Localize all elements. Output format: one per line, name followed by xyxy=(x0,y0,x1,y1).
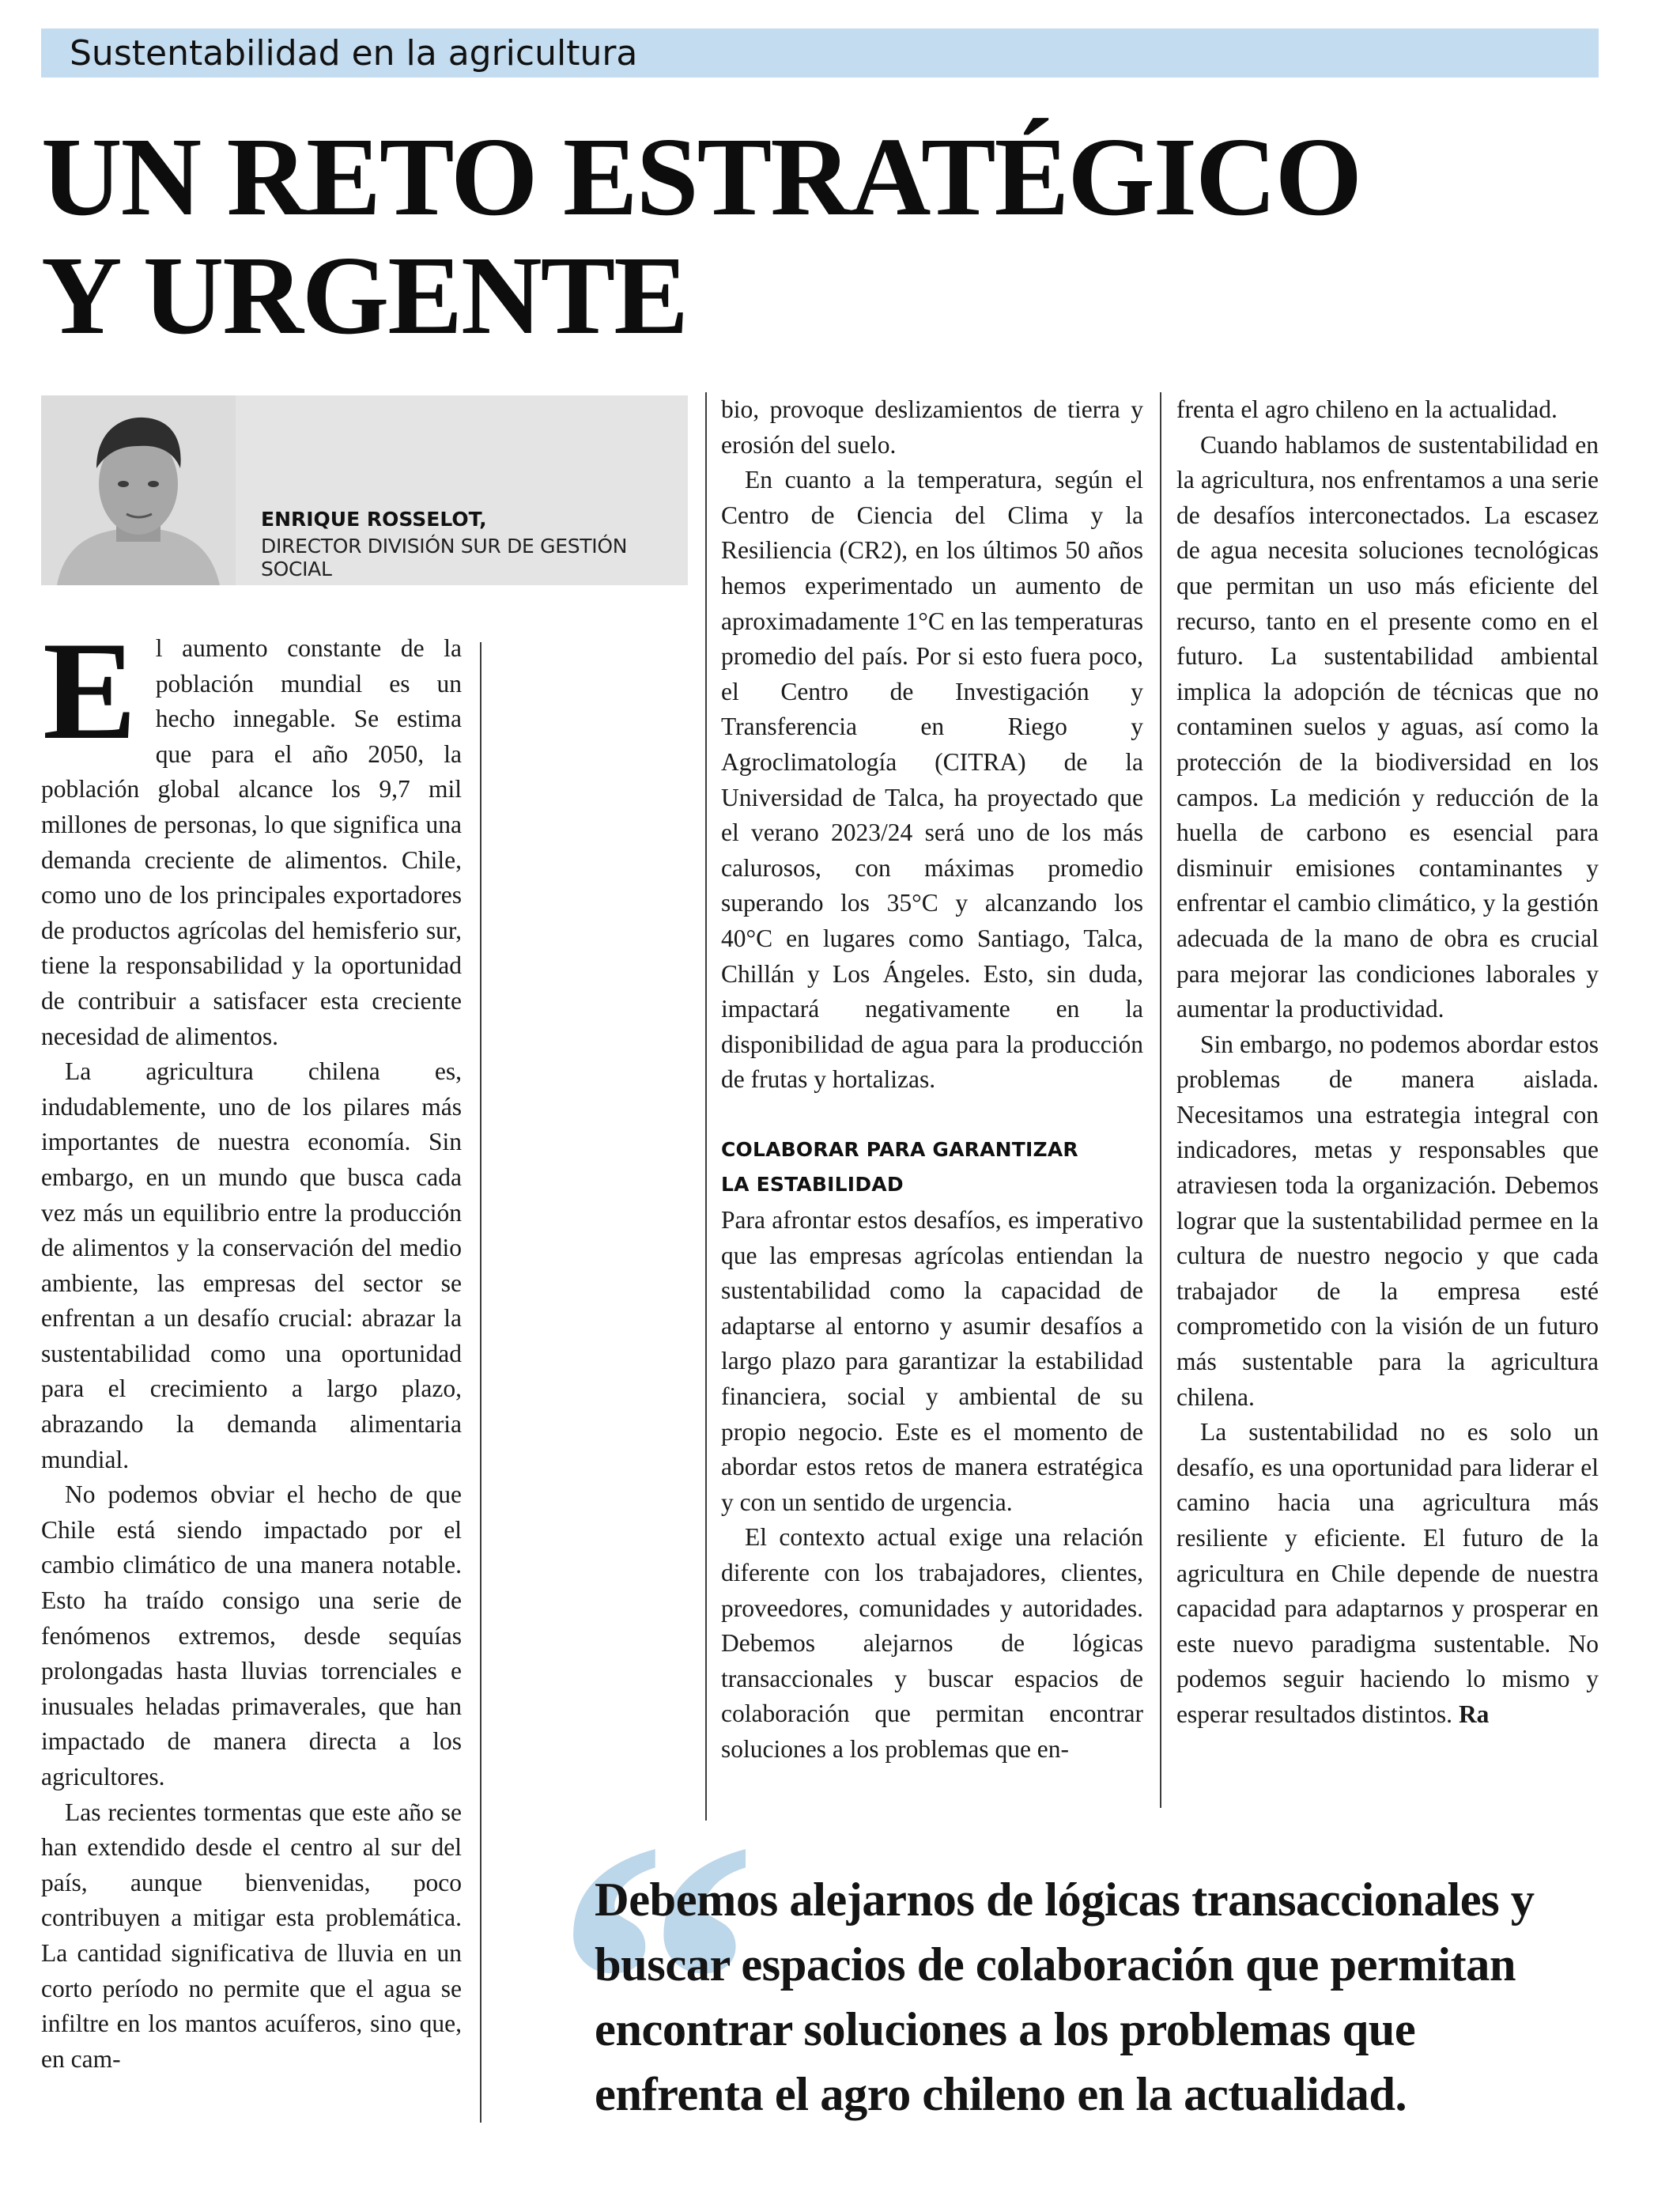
subheading-line-2: LA ESTABILIDAD xyxy=(721,1173,904,1197)
article-column-2 xyxy=(721,392,1143,1817)
author-role: DIRECTOR DIVISIÓN SUR DE GESTIÓN SOCIAL xyxy=(261,535,628,580)
paragraph: Cuando hablamos de sustentabilidad en la agricultura, nos enfrentamos a una serie de desafíos interconectados. La escasez de agua necesita soluciones tecnológicas que permitan un uso más eficiente del recurso, tanto en el presente como en el futuro. La sustentabilidad ambiental implica la adopción de técnicas que no contaminen suelos y aguas, así como la protección de la biodiversidad en los campos. La medición y reducción de la huella de carbono es esencial para disminuir emisiones contaminantes y enfrentar el cambio climático, y la gestión adecuada de la mano de obra es crucial para mejorar las condiciones laborales y aumentar la productividad. xyxy=(1176,430,1599,1023)
headline xyxy=(41,114,1361,357)
headline-line-1: UN RETO ESTRATÉGICO xyxy=(41,114,1361,239)
paragraph: La agricultura chilena es, indudablemente, uno de los pilares más importantes de nuestra economía. Sin embargo, en un mundo que busca cada vez más un equilibrio entre la producción de alimentos y la conservación del medio ambiente, las empresas del sector se enfrentan a un desafío crucial: abrazar la sustentabilidad como una oportunidad para el crecimiento a largo plazo, abrazando la demanda alimentaria mundial. xyxy=(41,1057,462,1473)
section-title: Sustentabilidad en la agricultura xyxy=(70,33,638,74)
paragraph: l aumento constante de la población mundial es un hecho innegable. Se estima que para el año 2050, la población global alcance los 9,7 mil millones de personas, lo que significa una demanda creciente de alimentos. Chile, como uno de los principales exportadores de productos agrícolas del hemisferio sur, tiene la responsabilidad y la oportunidad de contribuir a satisfacer esta creciente necesidad de alimentos. xyxy=(41,634,462,1050)
column-divider-3 xyxy=(1160,392,1161,1808)
author-box xyxy=(41,395,688,585)
paragraph: Las recientes tormentas que este año se han extendido desde el centro al sur del país, aunque bienvenidas, poco contribuyen a mitigar esta problemática. La cantidad significativa de lluvia en un corto período no permite que el agua se infiltre en los mantos acuíferos, sino que, en cam- xyxy=(41,1798,462,2073)
author-name: ENRIQUE ROSSELOT, xyxy=(261,508,487,531)
author-signoff: Ra xyxy=(1458,1700,1490,1728)
paragraph: frenta el agro chileno en la actualidad. xyxy=(1176,395,1558,423)
section-bar xyxy=(41,28,1599,78)
pull-quote-line-1: Debemos alejarnos de lógicas transaccionales y xyxy=(595,1874,1535,1927)
paragraph: Para afrontar estos desafíos, es imperativo que las empresas agrícolas entiendan la sustentabilidad como la capacidad de adaptarse al entorno y asumir desafíos a largo plazo para garantizar la estabilidad financiera, social y ambiental de su propio negocio. Este es el momento de abordar estos retos de manera estratégica y con un sentido de urgencia. xyxy=(721,1206,1143,1516)
paragraph: bio, provoque deslizamientos de tierra y erosión del suelo. xyxy=(721,395,1143,459)
headline-line-2: Y URGENTE xyxy=(41,233,688,357)
author-photo xyxy=(41,395,236,585)
quote-mark-icon: “ xyxy=(553,1757,759,2212)
pull-quote-line-3: encontrar soluciones a los problemas que xyxy=(595,2003,1416,2056)
author-portrait-icon xyxy=(41,395,236,585)
article-column-3 xyxy=(1176,392,1599,1808)
paragraph: En cuanto a la temperatura, según el Centro de Ciencia del Clima y la Resiliencia (CR2), en los últimos 50 años hemos experimentado un aumento de aproximadamente 1°C en las temperaturas promedio del país. Por si esto fuera poco, el Centro de Investigación y Transferencia en Riego y Agroclimatología (CITRA) de la Universidad de Talca, ha proyectado que el verano 2023/24 será uno de los más calurosos, con máximas promedio superando los 35°C y alcanzando los 40°C en lugares como Santiago, Talca, Chillán y Los Ángeles. Esto, sin duda, impactará negativamente en la disponibilidad de agua para la producción de frutas y hortalizas. xyxy=(721,466,1143,1094)
subheading xyxy=(721,1132,1143,1203)
paragraph xyxy=(1176,1415,1599,1732)
paragraph: Sin embargo, no podemos abordar estos problemas de manera aislada. Necesitamos una estrategia integral con indicadores, metas y responsables que atraviesen toda la organización. Debemos lograr que la sustentabilidad permee en la cultura de nuestro negocio y que cada trabajador de la empresa esté comprometido con la visión de un futuro más sustentable para la agricultura chilena. xyxy=(1176,1030,1599,1411)
paragraph: No podemos obviar el hecho de que Chile está siendo impactado por el cambio climático de una manera notable. Esto ha traído consigo una serie de fenómenos extremos, desde sequías prolongadas hasta lluvias torrenciales e inusuales heladas primaverales, que han impactado de manera directa a los agricultores. xyxy=(41,1480,462,1790)
paragraph-text: La sustentabilidad no es solo un desafío, es una oportunidad para liderar el camino hacia una agricultura más resiliente y eficiente. El futuro de la agricultura en Chile depende de nuestra capacidad para adaptarnos y prosperar en este nuevo paradigma sustentable. No podemos seguir haciendo lo mismo y esperar resultados distintos. xyxy=(1176,1418,1599,1728)
pull-quote-line-2: buscar espacios de colaboración que permitan xyxy=(595,1938,1516,1991)
article-column-1 xyxy=(41,612,462,2118)
pull-quote-line-4: enfrenta el agro chileno en la actualidad. xyxy=(595,2068,1407,2121)
paragraph: El contexto actual exige una relación diferente con los trabajadores, clientes, proveedores, comunidades y autoridades. Debemos alejarnos de lógicas transaccionales y buscar espacios de colaboración que permitan encontrar soluciones a los problemas que en- xyxy=(721,1523,1143,1763)
subheading-line-1: COLABORAR PARA GARANTIZAR xyxy=(721,1137,1078,1161)
pull-quote xyxy=(595,1868,1614,2127)
drop-cap: E xyxy=(43,612,137,769)
column-divider-1 xyxy=(480,642,481,2123)
column-divider-2 xyxy=(705,392,707,1821)
